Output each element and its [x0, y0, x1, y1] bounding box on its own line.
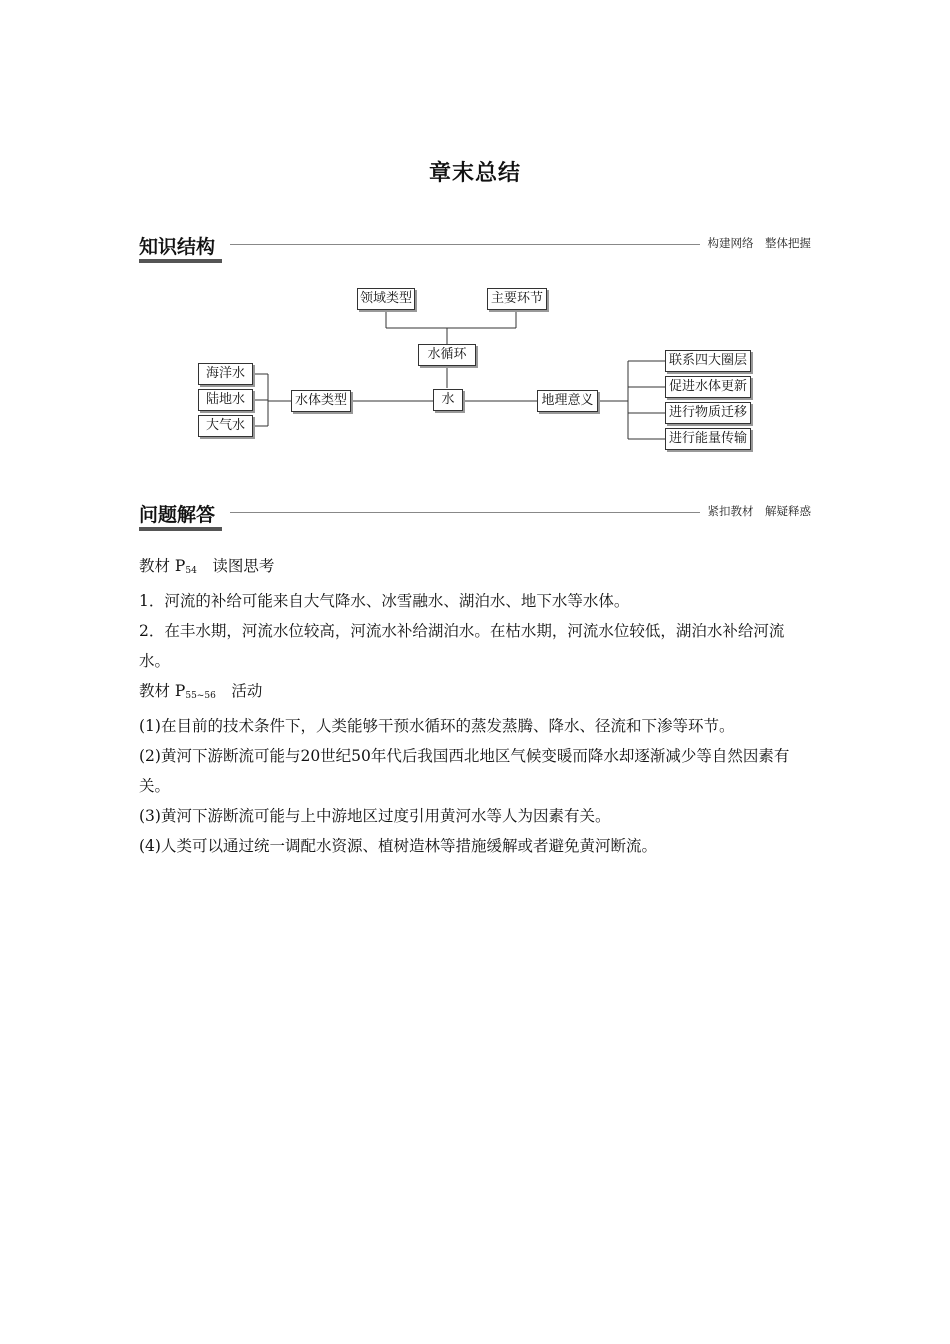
box-link-spheres: 联系四大圈层 [665, 350, 751, 372]
answers-body [139, 551, 814, 861]
answer-1: 1．河流的补给可能来自大气降水、冰雪融水、湖泊水、地下水等水体。 [139, 592, 630, 610]
subheading-p55 [139, 676, 814, 711]
page-ref: 55~56 [185, 691, 216, 701]
activity-answer-1: (1)在目前的技术条件下，人类能够干预水循环的蒸发蒸腾、降水、径流和下渗等环节。 [139, 717, 735, 735]
box-land-water: 陆地水 [198, 389, 253, 411]
activity-answer-4: (4)人类可以通过统一调配水资源、植树造林等措施缓解或者避免黄河断流。 [139, 837, 657, 855]
subheading-p54 [139, 551, 814, 586]
activity-answer-2: (2)黄河下游断流可能与20世纪50年代后我国西北地区气候变暖而降水却逐渐减少等自然因素有关。 [139, 747, 790, 795]
answer-2: 2．在丰水期，河流水位较高，河流水补给湖泊水。在枯水期，河流水位较低，湖泊水补给河流水。 [139, 622, 785, 670]
box-renew-water: 促进水体更新 [665, 376, 751, 398]
page-ref: 54 [185, 566, 197, 576]
section-label: 知识结构 [139, 236, 216, 258]
box-water: 水 [433, 389, 463, 411]
activity-answer-3: (3)黄河下游断流可能与上中游地区过度引用黄河水等人为因素有关。 [139, 807, 611, 825]
section-tag: 构建网络 整体把握 [707, 236, 811, 250]
box-water-cycle: 水循环 [418, 344, 476, 366]
subheading-prefix: 教材 P [139, 557, 186, 575]
section-rule [230, 512, 700, 513]
box-energy-transfer: 进行能量传输 [665, 428, 751, 450]
box-atmos-water: 大气水 [198, 415, 253, 437]
section-label: 问题解答 [139, 504, 216, 526]
section-tag: 紧扣教材 解疑释惑 [707, 504, 811, 518]
section-header-answers [139, 500, 811, 530]
box-matter-transfer: 进行物质迁移 [665, 402, 751, 424]
box-domain-type: 领域类型 [357, 288, 415, 310]
section-underline [139, 527, 222, 531]
subheading-suffix: 读图思考 [196, 557, 275, 575]
box-ocean-water: 海洋水 [198, 363, 253, 385]
page-title: 章末总结 [428, 161, 521, 186]
box-geo-significance: 地理意义 [537, 390, 598, 412]
subheading-prefix: 教材 P [139, 682, 186, 700]
subheading-suffix: 活动 [215, 682, 263, 700]
box-water-types: 水体类型 [291, 390, 351, 412]
box-main-links: 主要环节 [487, 288, 547, 310]
